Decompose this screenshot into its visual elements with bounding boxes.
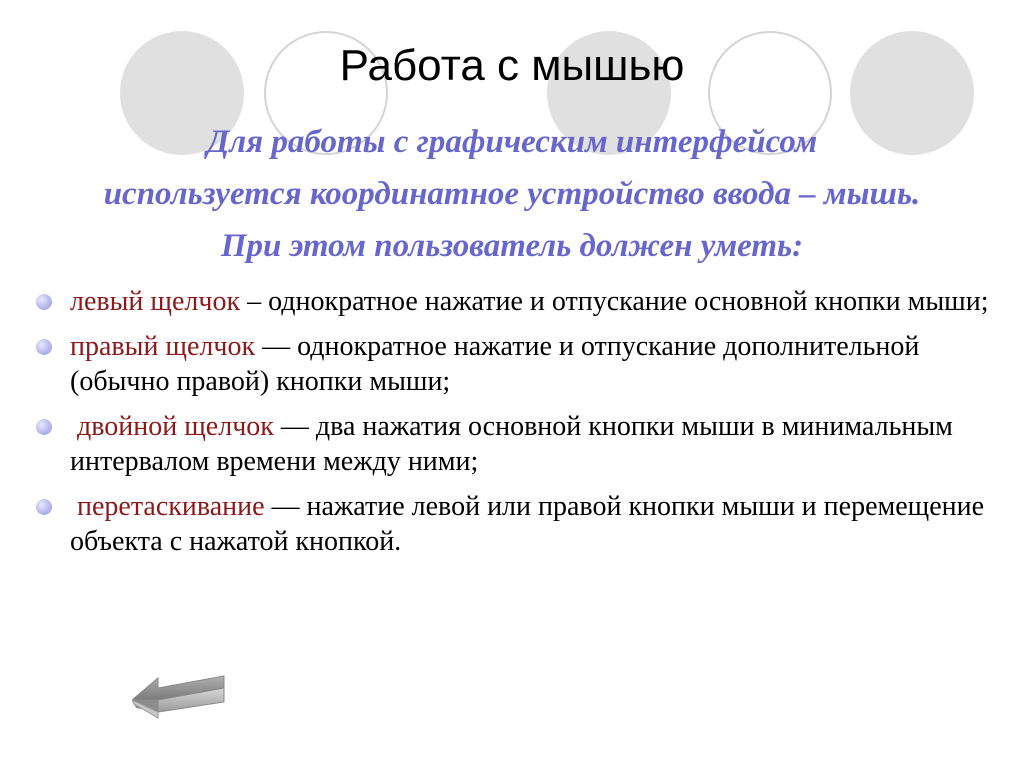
bullet-text: — два нажатия основной кнопки мыши в минимальным интервалом времени между ними; (70, 411, 953, 477)
subtitle-line: Для работы с графическим интерфейсом (206, 124, 818, 160)
bullet-item-right-click (34, 329, 994, 399)
bullet-item-drag (34, 489, 994, 559)
subtitle-line: При этом пользователь должен уметь: (220, 228, 804, 264)
bullet-circle-icon (36, 294, 52, 310)
slide-title: Работа с мышью (339, 41, 685, 90)
slide-subtitle (24, 116, 1000, 272)
bullet-term: левый щелчок (70, 286, 241, 317)
bullet-item-left-click (34, 284, 994, 319)
bullet-text: – однократное нажатие и отпускание основной кнопки мыши; (240, 286, 989, 317)
bullet-term: двойной щелчок (70, 411, 274, 442)
bullet-text: — нажатие левой или правой кнопки мыши и перемещение объекта с нажатой кнопкой. (70, 491, 985, 557)
back-arrow-icon[interactable] (132, 674, 228, 720)
bullet-circle-icon (36, 499, 52, 515)
subtitle-line: используется координатное устройство ввода – мышь. (103, 176, 921, 212)
bullet-text: — однократное нажатие и отпускание дополнительной (обычно правой) кнопки мыши; (70, 331, 920, 397)
bullet-circle-icon (36, 339, 52, 355)
bullet-item-double-click (34, 409, 994, 479)
bullet-term: перетаскивание (70, 491, 265, 522)
bullet-term: правый щелчок (70, 331, 256, 362)
bullet-list (34, 284, 994, 569)
bullet-circle-icon (36, 419, 52, 435)
